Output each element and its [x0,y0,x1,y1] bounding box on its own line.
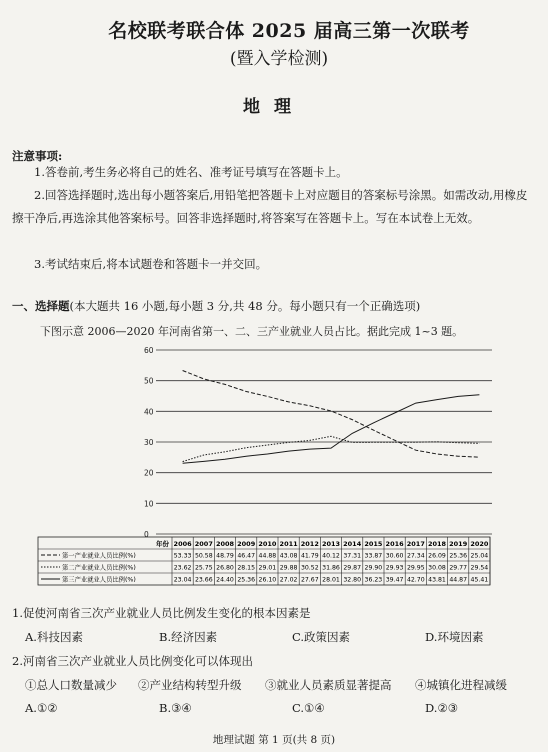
table-cell: 26.80 [216,564,234,572]
table-cell: 42.70 [406,576,425,584]
table-cell: 23.62 [173,564,192,572]
chart-lines [183,371,480,464]
note-item: 2.回答选择题时,选出每小题答案后,用铅笔把答题卡上对应题目的答案标号涂黑。如需改动,用橡皮擦干净后,再选涂其他答案标号。回答非选择题时,将答案写在答题卡上。写在本试卷上无效。 [12,188,528,225]
table-cell: 29.54 [470,564,489,572]
table-cell: 29.93 [385,564,404,572]
table-year: 2015 [364,540,383,548]
option-a[interactable]: A.科技因素 [25,630,83,644]
table-year: 2019 [449,540,468,548]
table-cell: 50.58 [194,552,213,560]
series-name: 第一产业就业人员比例(%) [62,552,136,560]
exam-title: 名校联考联合体 2025 届高三第一次联考 [108,20,470,42]
notes-heading: 注意事项: [12,149,63,163]
table-year: 2011 [279,540,298,548]
table-cell: 24.40 [216,576,234,584]
y-tick-label: 60 [144,346,154,355]
table-year: 2013 [321,540,341,548]
table-cell: 28.15 [237,564,256,572]
table-cell: 36.23 [364,576,383,584]
table-cell: 46.47 [237,552,256,560]
table-cell: 40.12 [322,552,340,560]
table-cell: 30.60 [385,552,404,560]
table-header-label: 年份 [156,540,169,548]
option-c[interactable]: C.政策因素 [292,630,351,644]
y-tick-label: 50 [144,376,154,386]
table-cell: 26.10 [258,576,277,584]
table-year: 2020 [470,540,489,548]
table-year: 2016 [385,540,404,548]
table-cell: 48.79 [216,552,234,560]
question-2-stem: 2.河南省三次产业就业人员比例变化可以体现出 [12,654,253,668]
table-year: 2012 [300,540,319,548]
table-cell: 27.02 [279,576,298,584]
table-cell: 25.36 [237,576,256,584]
note-item: 1.答卷前,考生务必将自己的姓名、准考证号填写在答题卡上。 [34,165,348,179]
table-year: 2010 [258,540,277,548]
table-cell: 25.04 [470,552,489,560]
exam-subtitle: (暨入学检测) [229,49,329,69]
series-line-2 [183,436,480,461]
table-cell: 44.87 [449,576,468,584]
series-line-1 [183,371,480,458]
option-b[interactable]: B.经济因素 [159,630,218,644]
table-cell: 29.90 [364,564,383,572]
data-table [38,537,490,585]
option-c[interactable]: C.①④ [292,701,325,715]
section-heading [12,298,420,314]
option-b[interactable]: B.③④ [159,701,192,715]
option-d[interactable]: D.环境因素 [425,630,484,644]
table-cell: 31.86 [322,564,340,572]
table-cell: 43.81 [428,576,446,584]
table-year: 2009 [237,540,256,548]
table-cell: 44.88 [258,552,277,560]
table-cell: 23.04 [173,576,192,584]
page-footer: 地理试题 第 1 页(共 8 页) [212,734,336,746]
table-cell: 26.09 [428,552,446,560]
table-cell: 39.47 [385,576,404,584]
chart-intro: 下图示意 2006—2020 年河南省第一、二、三产业就业人员占比。据此完成 1~3 题。 [40,325,464,338]
table-year: 2017 [406,540,425,548]
statement-3: ③就业人员素质显著提高 [265,678,392,692]
table-cell: 33.87 [364,552,383,560]
table-year: 2007 [194,540,213,548]
table-cell: 29.77 [449,564,468,572]
statement-2: ②产业结构转型升级 [138,678,242,692]
table-cell: 53.33 [173,552,192,560]
table-cell: 29.87 [343,564,362,572]
option-a[interactable]: A.①② [25,701,58,715]
table-cell: 29.95 [406,564,425,572]
table-cell: 25.75 [194,564,213,572]
y-tick-label: 10 [144,499,154,509]
table-cell: 29.88 [279,564,298,572]
y-tick-label: 20 [144,468,154,478]
statement-4: ④城镇化进程减缓 [415,678,507,692]
table-year: 2014 [343,540,362,548]
y-tick-label: 0 [144,530,149,539]
section-title: 一、选择题 [12,299,70,313]
section-description: (本大题共 16 小题,每小题 3 分,共 48 分。每小题只有一个正确选项) [69,299,421,313]
table-year: 2018 [427,540,447,548]
table-year: 2008 [215,540,235,548]
y-tick-label: 30 [144,438,154,447]
series-line-3 [183,395,480,464]
statement-1: ①总人口数量减少 [25,678,117,692]
series-name: 第三产业就业人员比例(%) [62,576,136,584]
table-cell: 27.67 [300,576,319,584]
series-name: 第二产业就业人员比例(%) [62,564,136,572]
table-cell: 30.52 [300,564,319,572]
table-cell: 23.66 [194,576,213,584]
table-cell: 45.41 [470,576,489,584]
table-cell: 37.31 [343,552,362,560]
employment-chart [0,338,548,600]
table-year: 2006 [173,540,192,548]
y-axis [144,346,154,539]
table-cell: 25.36 [449,552,468,560]
subject-title: 地理 [243,97,305,117]
y-tick-label: 40 [144,407,154,417]
question-1-stem: 1.促使河南省三次产业就业人员比例发生变化的根本因素是 [12,606,311,620]
table-cell: 41.79 [300,552,319,560]
table-cell: 43.08 [279,552,298,560]
table-cell: 32.80 [343,576,362,584]
note-item: 3.考试结束后,将本试题卷和答题卡一并交回。 [34,257,268,271]
table-cell: 29.01 [258,564,277,572]
table-cell: 27.34 [406,552,425,560]
table-cell: 28.01 [322,576,340,584]
table-cell: 30.08 [428,564,446,572]
option-d[interactable]: D.②③ [425,701,459,715]
